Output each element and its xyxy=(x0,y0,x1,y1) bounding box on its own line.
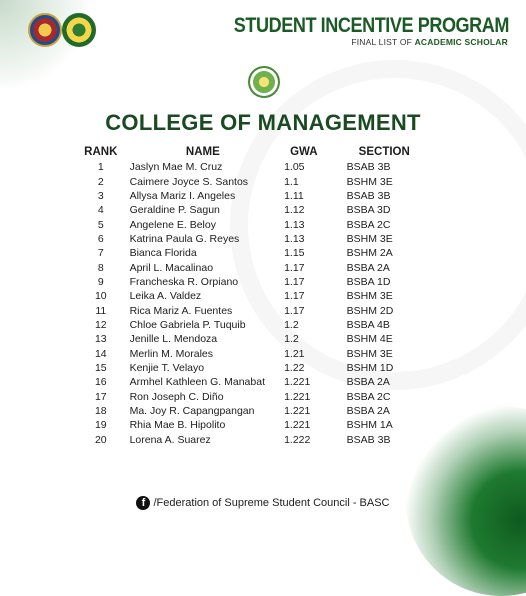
header-name: NAME xyxy=(185,146,220,158)
table-row xyxy=(80,303,440,317)
table-row xyxy=(80,217,440,231)
table-row xyxy=(80,404,440,418)
name-cell: Lorena A. Suarez xyxy=(129,433,211,446)
table-row xyxy=(80,346,440,360)
college-title: COLLEGE OF MANAGEMENT xyxy=(105,110,421,135)
gwa-cell: 1.17 xyxy=(284,275,305,288)
table-row xyxy=(80,246,440,260)
name-cell: Angelene E. Beloy xyxy=(129,218,216,231)
gwa-cell: 1.22 xyxy=(284,361,305,374)
table-row xyxy=(80,289,440,303)
section-cell: BSBA 3D xyxy=(346,204,391,217)
section-cell: BSBA 2C xyxy=(346,390,391,403)
name-cell: Rhia Mae B. Hipolito xyxy=(129,419,226,432)
table-row xyxy=(80,332,440,346)
gwa-cell: 1.17 xyxy=(284,261,305,274)
rank-cell: 1 xyxy=(97,161,104,174)
section-cell: BSHM 3E xyxy=(346,347,393,360)
gwa-cell: 1.17 xyxy=(284,304,305,317)
section-cell: BSHM 3E xyxy=(346,175,393,188)
rank-cell: 8 xyxy=(97,261,104,274)
header-section: SECTION xyxy=(358,146,410,158)
rank-cell: 10 xyxy=(94,290,107,303)
name-cell: Merlin M. Morales xyxy=(129,347,214,360)
section-cell: BSHM 3E xyxy=(346,232,393,245)
gwa-cell: 1.11 xyxy=(284,189,304,202)
name-cell: Bianca Florida xyxy=(129,247,197,260)
gwa-cell: 1.17 xyxy=(284,290,305,303)
name-cell: Allysa Mariz I. Angeles xyxy=(129,189,236,202)
gwa-cell: 1.2 xyxy=(284,333,299,346)
table-header-row xyxy=(80,144,440,160)
footer-text: /Federation of Supreme Student Council - BASC xyxy=(153,497,390,509)
name-cell: Ma. Joy R. Capangpangan xyxy=(129,405,255,418)
name-cell: Katrina Paula G. Reyes xyxy=(129,232,240,245)
rank-cell: 17 xyxy=(94,390,107,403)
table-row xyxy=(80,433,440,447)
gwa-cell: 1.222 xyxy=(284,433,311,446)
name-cell: Ron Joseph C. Diño xyxy=(129,390,224,403)
gwa-cell: 1.05 xyxy=(284,161,305,174)
rank-cell: 5 xyxy=(97,218,104,231)
table-row xyxy=(80,275,440,289)
gwa-cell: 1.221 xyxy=(284,419,311,432)
section-cell: BSHM 4E xyxy=(346,333,393,346)
section-cell: BSBA 2C xyxy=(346,218,391,231)
gwa-cell: 1.13 xyxy=(284,218,305,231)
rank-cell: 3 xyxy=(97,189,104,202)
gwa-cell: 1.13 xyxy=(284,232,305,245)
table-row xyxy=(80,418,440,432)
table-row xyxy=(80,318,440,332)
gwa-cell: 1.221 xyxy=(284,376,311,389)
name-cell: Chloe Gabriela P. Tuquib xyxy=(129,318,246,331)
section-cell: BSHM 2D xyxy=(346,304,394,317)
name-cell: Leika A. Valdez xyxy=(129,290,202,303)
table-row xyxy=(80,203,440,217)
table-row xyxy=(80,260,440,274)
section-cell: BSHM 3E xyxy=(346,290,393,303)
section-cell: BSBA 2A xyxy=(346,405,390,418)
gwa-cell: 1.221 xyxy=(284,405,311,418)
name-cell: Rica Mariz A. Fuentes xyxy=(129,304,233,317)
rank-cell: 16 xyxy=(94,376,107,389)
table-body xyxy=(80,160,440,447)
section-cell: BSAB 3B xyxy=(346,189,391,202)
rank-cell: 2 xyxy=(97,175,104,188)
rank-cell: 19 xyxy=(94,419,107,432)
table-row xyxy=(80,375,440,389)
gwa-cell: 1.21 xyxy=(284,347,305,360)
university-seal-logo xyxy=(28,13,62,47)
name-cell: Caimere Joyce S. Santos xyxy=(129,175,249,188)
section-cell: BSHM 2A xyxy=(346,247,393,260)
section-cell: BSAB 3B xyxy=(346,433,391,446)
gwa-cell: 1.12 xyxy=(284,204,305,217)
section-cell: BSHM 1D xyxy=(346,361,394,374)
gwa-cell: 1.15 xyxy=(284,247,305,260)
rank-cell: 12 xyxy=(94,318,107,331)
table-row xyxy=(80,390,440,404)
section-cell: BSBA 4B xyxy=(346,318,390,331)
header-rank: RANK xyxy=(84,146,118,158)
name-cell: Geraldine P. Sagun xyxy=(129,204,220,217)
section-cell: BSAB 3B xyxy=(346,161,391,174)
rank-cell: 20 xyxy=(94,433,107,446)
scholar-table xyxy=(80,144,440,447)
table-row xyxy=(80,232,440,246)
section-cell: BSHM 1A xyxy=(346,419,393,432)
name-cell: Jaslyn Mae M. Cruz xyxy=(129,161,223,174)
rank-cell: 13 xyxy=(94,333,107,346)
name-cell: Kenjie T. Velayo xyxy=(129,361,205,374)
table-row xyxy=(80,189,440,203)
rank-cell: 15 xyxy=(94,361,107,374)
rank-cell: 9 xyxy=(97,275,104,288)
gwa-cell: 1.1 xyxy=(284,175,299,188)
rank-cell: 14 xyxy=(94,347,107,360)
section-cell: BSBA 1D xyxy=(346,275,391,288)
rank-cell: 7 xyxy=(97,247,104,260)
table-row xyxy=(80,160,440,174)
name-cell: Francheska R. Orpiano xyxy=(129,275,239,288)
rank-cell: 6 xyxy=(97,232,104,245)
header-gwa: GWA xyxy=(290,146,318,158)
footer xyxy=(0,496,526,510)
table-row xyxy=(80,361,440,375)
facebook-icon: f xyxy=(136,496,150,510)
section-cell: BSBA 2A xyxy=(346,376,390,389)
section-cell: BSBA 2A xyxy=(346,261,390,274)
name-cell: Jenille L. Mendoza xyxy=(129,333,218,346)
name-cell: Armhel Kathleen G. Manabat xyxy=(129,376,265,389)
table-row xyxy=(80,174,440,188)
name-cell: April L. Macalinao xyxy=(129,261,214,274)
program-title: STUDENT INCENTIVE PROGRAM xyxy=(233,14,509,37)
rank-cell: 11 xyxy=(95,304,107,317)
rank-cell: 4 xyxy=(97,204,104,217)
gwa-cell: 1.2 xyxy=(284,318,299,331)
rank-cell: 18 xyxy=(94,405,107,418)
student-council-seal-logo xyxy=(62,13,96,47)
gwa-cell: 1.221 xyxy=(284,390,311,403)
program-subtitle: FINAL LIST OF ACADEMIC SCHOLAR xyxy=(351,37,508,47)
college-seal-logo xyxy=(248,66,280,98)
